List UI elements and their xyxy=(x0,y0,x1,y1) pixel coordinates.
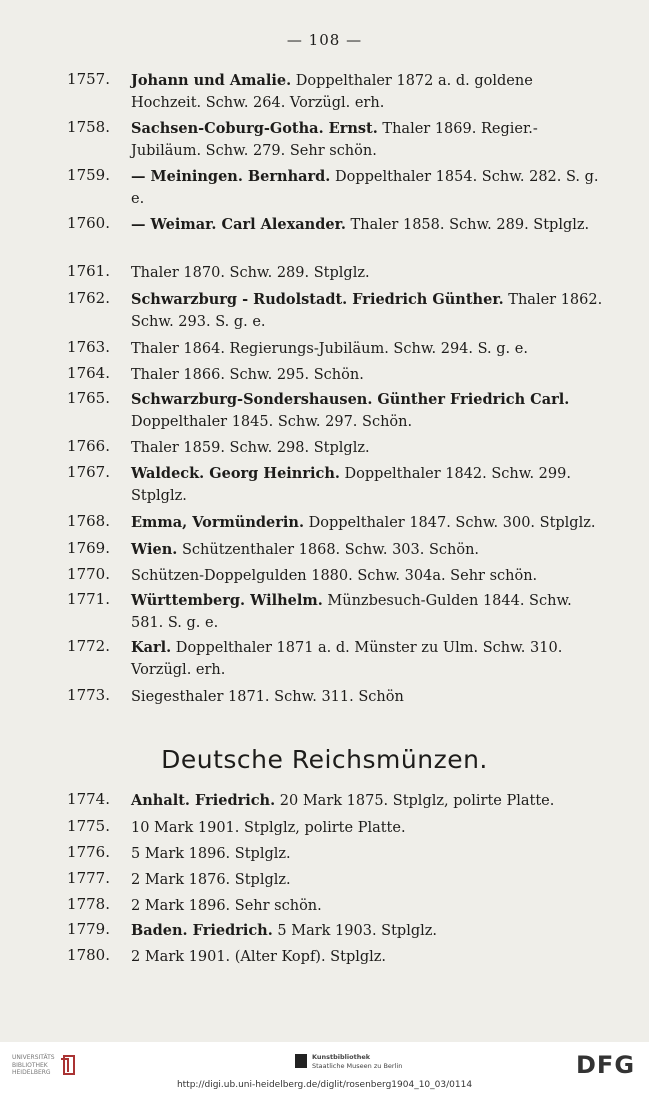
entry-title: Sachsen-Coburg-Gotha. Ernst. xyxy=(131,120,378,137)
entry-number: 1762. xyxy=(67,289,110,307)
entry-number: 1758. xyxy=(67,118,110,136)
entry-number: 1764. xyxy=(67,364,110,382)
entry-text xyxy=(131,539,603,561)
page-number: — 108 — xyxy=(286,31,363,49)
entry-number: 1767. xyxy=(67,463,110,481)
entry-description: Schützen-Doppelgulden 1880. Schw. 304a. Sehr schön. xyxy=(131,568,538,584)
entry-number: 1770. xyxy=(67,565,110,583)
entry-title: Schwarzburg - Rudolstadt. Friedrich Günther. xyxy=(131,291,504,308)
entry-title: Emma, Vormünderin. xyxy=(131,514,304,531)
entry-title: Schwarzburg-Sondershausen. Günther Friedrich Carl. xyxy=(131,391,570,408)
entry-title: — Meiningen. Bernhard. xyxy=(131,168,331,185)
entry-text xyxy=(131,364,603,386)
entry-description: Münzbesuch-Gulden 1844. Schw. 581. S. g. e. xyxy=(131,593,572,631)
entry-description: Thaler 1870. Schw. 289. Stplglz. xyxy=(131,265,370,281)
entry-text xyxy=(131,817,603,839)
entry-text xyxy=(131,869,603,891)
entry-text xyxy=(131,686,603,708)
entry-description: Doppelthaler 1842. Schw. 299. Stplglz. xyxy=(131,466,571,504)
entry-text xyxy=(131,289,603,333)
entry-number: 1761. xyxy=(67,262,110,280)
entry-text xyxy=(131,70,603,114)
entry-number: 1776. xyxy=(67,843,110,861)
entry-title: Waldeck. Georg Heinrich. xyxy=(131,465,340,482)
entry-number: 1779. xyxy=(67,920,110,938)
entry-title: — Weimar. Carl Alexander. xyxy=(131,216,346,233)
logo-line: UNIVERSITÄTS xyxy=(12,1054,55,1061)
entry-number: 1780. xyxy=(67,946,110,964)
entry-description: 10 Mark 1901. Stplglz, polirte Platte. xyxy=(131,820,406,836)
entry-description: 2 Mark 1901. (Alter Kopf). Stplglz. xyxy=(131,949,387,965)
kb-subtitle: Staatliche Museen zu Berlin xyxy=(312,1061,403,1070)
kunstbibliothek-icon xyxy=(295,1054,307,1068)
entry-text xyxy=(131,590,603,634)
entry-description: 5 Mark 1903. Stplglz. xyxy=(272,923,438,939)
entry-description: Schützenthaler 1868. Schw. 303. Schön. xyxy=(177,542,480,558)
entry-title: Baden. Friedrich. xyxy=(131,922,273,939)
entry-number: 1766. xyxy=(67,437,110,455)
entry-text xyxy=(131,118,603,162)
entry-text xyxy=(131,790,603,812)
entry-title: Johann und Amalie. xyxy=(131,72,292,89)
entry-text xyxy=(131,262,603,284)
entry-description: 20 Mark 1875. Stplglz, polirte Platte. xyxy=(275,793,555,809)
entry-text xyxy=(131,565,603,587)
entry-number: 1760. xyxy=(67,214,110,232)
entry-description: 2 Mark 1876. Stplglz. xyxy=(131,872,291,888)
entry-text xyxy=(131,338,603,360)
entry-number: 1772. xyxy=(67,637,110,655)
entry-description: Thaler 1859. Schw. 298. Stplglz. xyxy=(131,440,370,456)
entry-number: 1777. xyxy=(67,869,110,887)
entry-number: 1769. xyxy=(67,539,110,557)
entry-text xyxy=(131,437,603,459)
logo-line: BIBLIOTHEK xyxy=(12,1061,48,1069)
entry-description: Doppelthaler 1872 a. d. goldene Hochzeit. Schw. 264. Vorzügl. erh. xyxy=(131,73,533,111)
kb-title: Kunstbibliothek xyxy=(312,1053,371,1061)
entry-description: Siegesthaler 1871. Schw. 311. Schön xyxy=(131,689,404,705)
entry-number: 1768. xyxy=(67,512,110,530)
logo-line: HEIDELBERG xyxy=(12,1069,51,1076)
entry-text xyxy=(131,843,603,865)
entry-description: 5 Mark 1896. Stplglz. xyxy=(131,846,291,862)
entry-text xyxy=(131,389,603,433)
section-heading: Deutsche Reichsmünzen. xyxy=(161,745,488,774)
entry-description: Thaler 1864. Regierungs-Jubiläum. Schw. 294. S. g. e. xyxy=(131,341,528,357)
entry-description: Thaler 1869. Regier.-Jubiläum. Schw. 279. Sehr schön. xyxy=(131,121,538,159)
university-library-logo[interactable] xyxy=(12,1054,55,1077)
entry-description: Doppelthaler 1854. Schw. 282. S. g. e. xyxy=(131,169,599,207)
entry-description: Thaler 1858. Schw. 289. Stplglz. xyxy=(345,217,590,233)
viewer-footer xyxy=(0,1042,649,1094)
entry-description: Doppelthaler 1847. Schw. 300. Stplglz. xyxy=(304,515,596,531)
entry-text xyxy=(131,946,603,968)
entry-number: 1765. xyxy=(67,389,110,407)
dfg-logo[interactable]: DFG xyxy=(576,1051,636,1079)
entry-text xyxy=(131,166,603,210)
entry-text xyxy=(131,920,603,942)
entry-title: Anhalt. Friedrich. xyxy=(131,792,276,809)
kunstbibliothek-logo[interactable] xyxy=(312,1053,402,1070)
entry-number: 1757. xyxy=(67,70,110,88)
entry-text xyxy=(131,895,603,917)
entry-text xyxy=(131,637,603,681)
entry-description: Thaler 1862. Schw. 293. S. g. e. xyxy=(131,292,603,330)
entry-title: Karl. xyxy=(131,639,172,656)
entry-number: 1773. xyxy=(67,686,110,704)
permalink-url[interactable]: http://digi.ub.uni-heidelberg.de/diglit/rosenberg1904_10_03/0114 xyxy=(176,1080,473,1090)
entry-number: 1774. xyxy=(67,790,110,808)
entry-number: 1759. xyxy=(67,166,110,184)
entry-title: Württemberg. Wilhelm. xyxy=(131,592,323,609)
entry-text xyxy=(131,512,603,534)
entry-text xyxy=(131,463,603,507)
entry-number: 1778. xyxy=(67,895,110,913)
entry-text xyxy=(131,214,603,236)
entry-description: Doppelthaler 1871 a. d. Münster zu Ulm. Schw. 310. Vorzügl. erh. xyxy=(131,640,563,678)
entry-description: Doppelthaler 1845. Schw. 297. Schön. xyxy=(131,414,413,430)
university-seal-icon xyxy=(58,1054,78,1076)
entry-number: 1763. xyxy=(67,338,110,356)
entry-number: 1775. xyxy=(67,817,110,835)
entry-description: 2 Mark 1896. Sehr schön. xyxy=(131,898,322,914)
entry-number: 1771. xyxy=(67,590,110,608)
entry-title: Wien. xyxy=(131,541,178,558)
entry-description: Thaler 1866. Schw. 295. Schön. xyxy=(131,367,364,383)
